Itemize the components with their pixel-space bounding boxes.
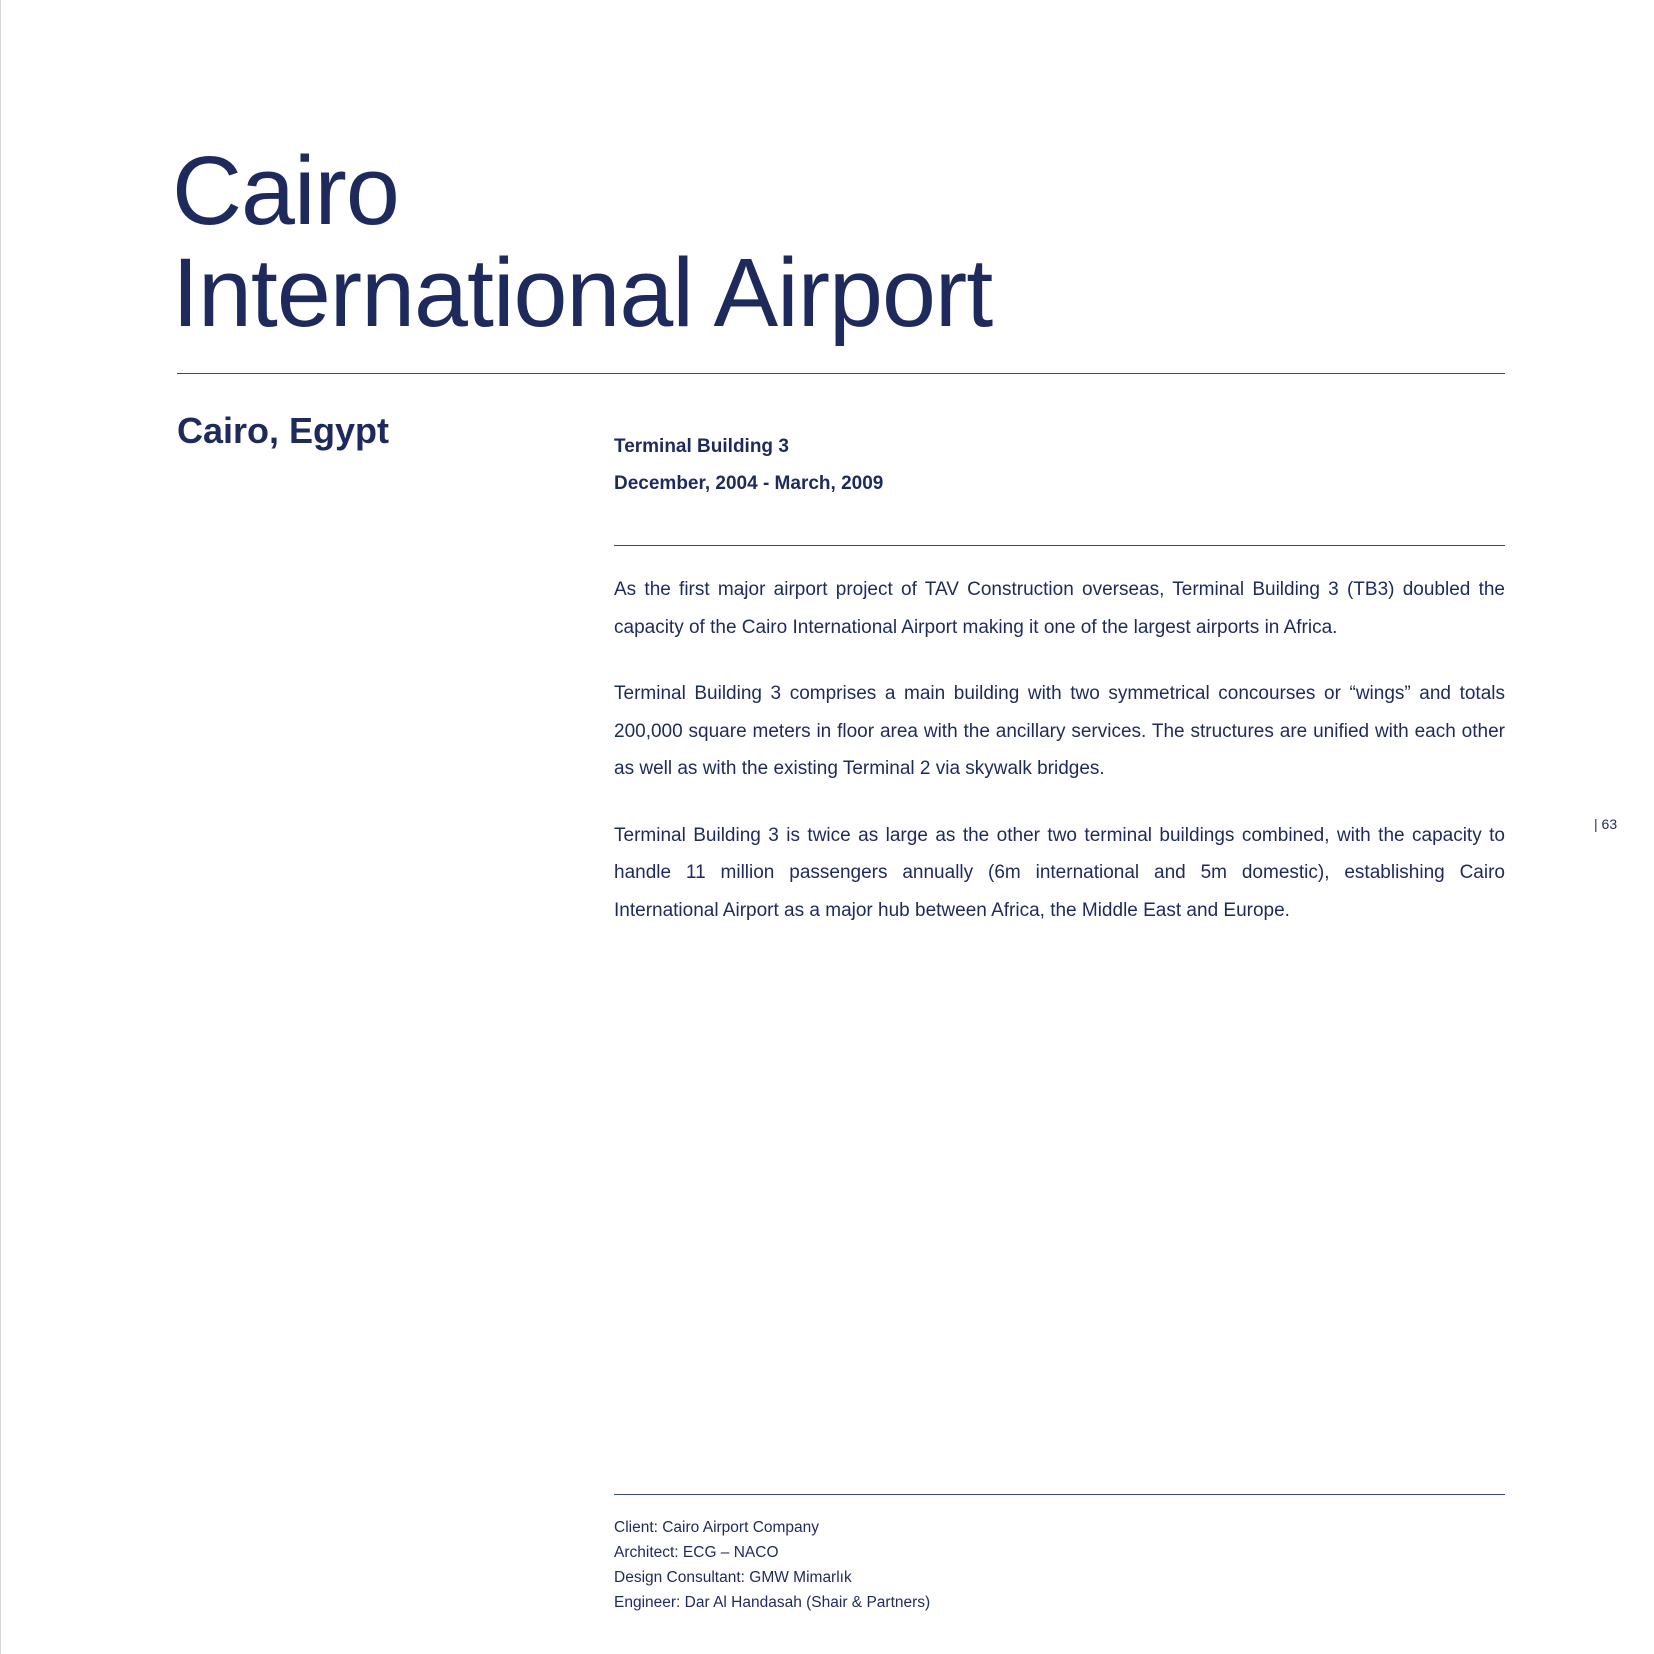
credit-architect: Architect: ECG – NACO	[614, 1544, 779, 1561]
title-divider	[177, 373, 1505, 374]
page-title	[172, 136, 993, 347]
project-info	[614, 428, 883, 502]
credits-divider	[614, 1494, 1505, 1495]
credits	[614, 1515, 930, 1615]
description	[614, 571, 1505, 958]
project-name: Terminal Building 3	[614, 436, 789, 457]
credit-client: Client: Cairo Airport Company	[614, 1519, 820, 1536]
project-dates: December, 2004 - March, 2009	[614, 473, 884, 494]
credit-design-consultant: Design Consultant: GMW Mimarlık	[614, 1569, 852, 1586]
paragraph-3: Terminal Building 3 is twice as large as the other two terminal buildings combined, with the capacity to handle 11 million passengers annually (6m international and 5m domestic), establishing Cairo International Airport as a major hub between Africa, the Middle East and Europe.	[614, 824, 1505, 921]
paragraph-2: Terminal Building 3 comprises a main building with two symmetrical concourses or “wings” and totals 200,000 square meters in floor area with the ancillary services. The structures are unified with each other as well as with the existing Terminal 2 via skywalk bridges.	[614, 683, 1505, 779]
paragraph-1: As the first major airport project of TAV Construction overseas, Terminal Building 3 (TB3) doubled the capacity of the Cairo International Airport making it one of the largest airports in Africa.	[614, 579, 1505, 638]
project-divider	[614, 545, 1505, 546]
page-edge	[0, 0, 1, 1654]
title-line-2: International Airport	[172, 238, 993, 347]
title-line-1: Cairo	[172, 136, 399, 245]
page-number: | 63	[1594, 816, 1618, 832]
location-heading: Cairo, Egypt	[177, 410, 390, 451]
credit-engineer: Engineer: Dar Al Handasah (Shair & Partners)	[614, 1594, 931, 1611]
